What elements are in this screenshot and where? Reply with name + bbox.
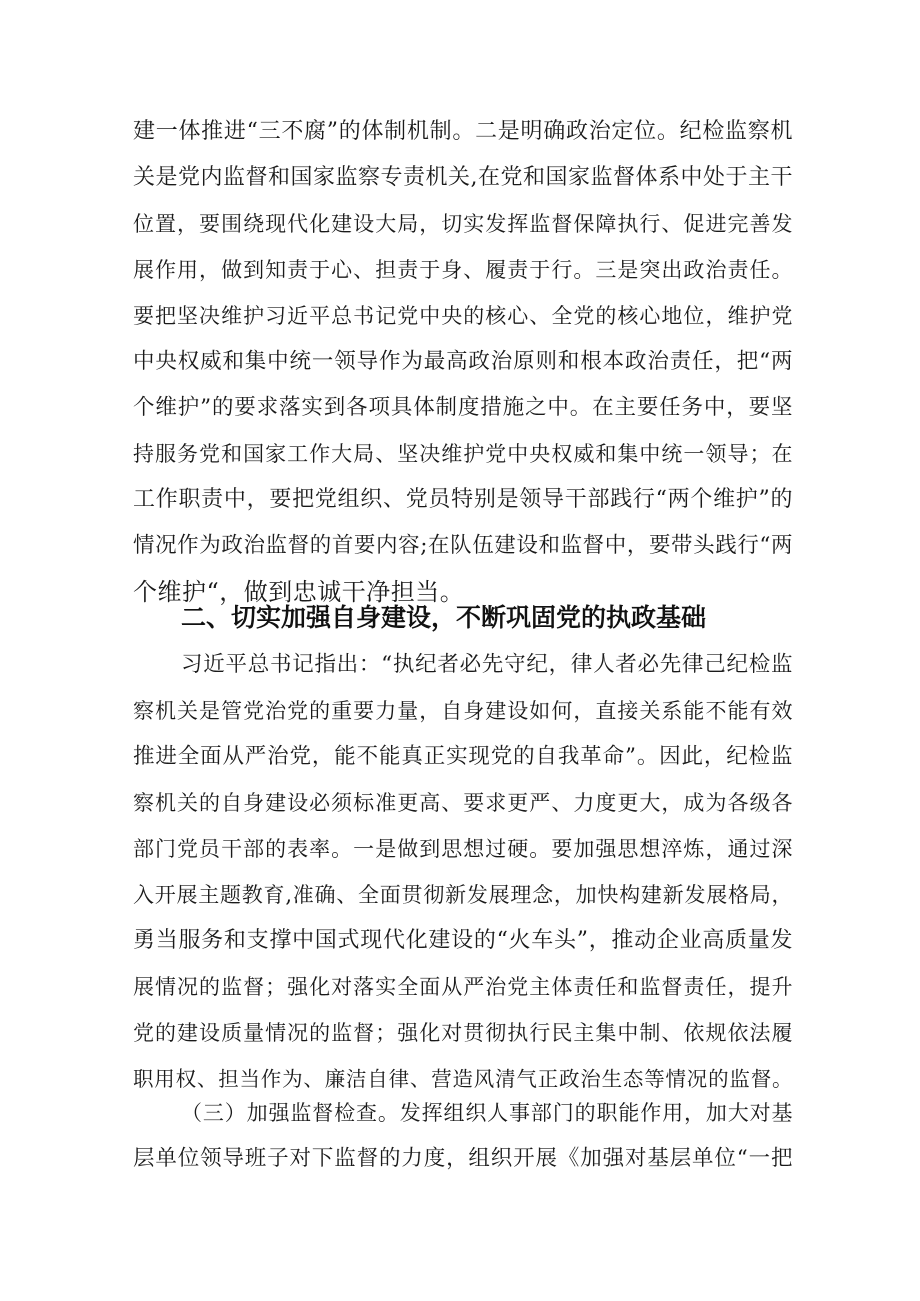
text-line: 党的建设质量情况的监督；强化对贯彻执行民主集中制、依规依法履	[133, 1021, 793, 1045]
body-paragraph-3	[133, 1090, 793, 1182]
text-line: 情况作为政治监督的首要内容;在队伍建设和监督中，要带头践行“两	[133, 533, 793, 558]
text-line: 持服务党和国家工作大局、坚决维护党中央权威和集中统一领导；在	[133, 442, 793, 466]
text-line: 关是党内监督和国家监察专责机关,在党和国家监督体系中处于主干	[133, 165, 793, 190]
text-line: 推进全面从严治党，能不能真正实现党的自我革命”。因此，纪检监	[133, 744, 793, 769]
text-line: 个维护“，做到忠诚干净担当。	[133, 578, 465, 606]
text-line: 建一体推进“三不腐”的体制机制。二是明确政治定位。纪检监察机	[133, 119, 793, 144]
text-line: 入开展主题教育,准确、全面贯彻新发展理念，加快构建新发展格局，	[133, 883, 793, 907]
text-line: （三）加强监督检查。发挥组织人事部门的职能作用，加大对基	[181, 1101, 793, 1125]
body-paragraph-1	[133, 109, 793, 615]
text-line: 习近平总书记指出：“执纪者必先守纪，律人者必先律己纪检监	[181, 652, 793, 677]
text-line: 展情况的监督；强化对落实全面从严治党主体责任和监督责任，提升	[133, 975, 793, 999]
text-line: 工作职责中，要把党组织、党员特别是领导干部践行“两个维护”的	[133, 487, 793, 512]
text-line: 位置，要围绕现代化建设大局，切实发挥监督保障执行、促进完善发	[133, 212, 793, 236]
text-line: 察机关的自身建设必须标准更高、要求更严、力度更大，成为各级各	[133, 791, 793, 815]
text-line: 个维护”的要求落实到各项具体制度措施之中。在主要任务中，要坚	[133, 395, 793, 420]
text-line: 展作用，做到知责于心、担责于身、履责于行。三是突出政治责任。	[133, 258, 793, 282]
text-line: 察机关是管党治党的重要力量，自身建设如何，直接关系能不能有效	[133, 699, 793, 723]
text-line: 部门党员干部的表率。一是做到思想过硬。要加强思想淬炼，通过深	[133, 837, 793, 861]
text-line: 职用权、担当作为、廉洁自律、营造风清气正政治生态等情况的监督。	[133, 1067, 793, 1091]
text-line: 中央权威和集中统一领导作为最高政治原则和根本政治责任，把“两	[133, 349, 793, 374]
text-line: 勇当服务和支撑中国式现代化建设的“火车头”，推动企业高质量发	[133, 928, 793, 953]
section-heading: 二、切实加强自身建设，不断巩固党的执政基础	[181, 603, 707, 632]
text-line: 层单位领导班子对下监督的力度，组织开展《加强对基层单位“一把	[133, 1146, 793, 1171]
text-line: 要把坚决维护习近平总书记党中央的核心、全党的核心地位，维护党	[133, 304, 793, 328]
body-paragraph-2	[133, 642, 793, 1102]
